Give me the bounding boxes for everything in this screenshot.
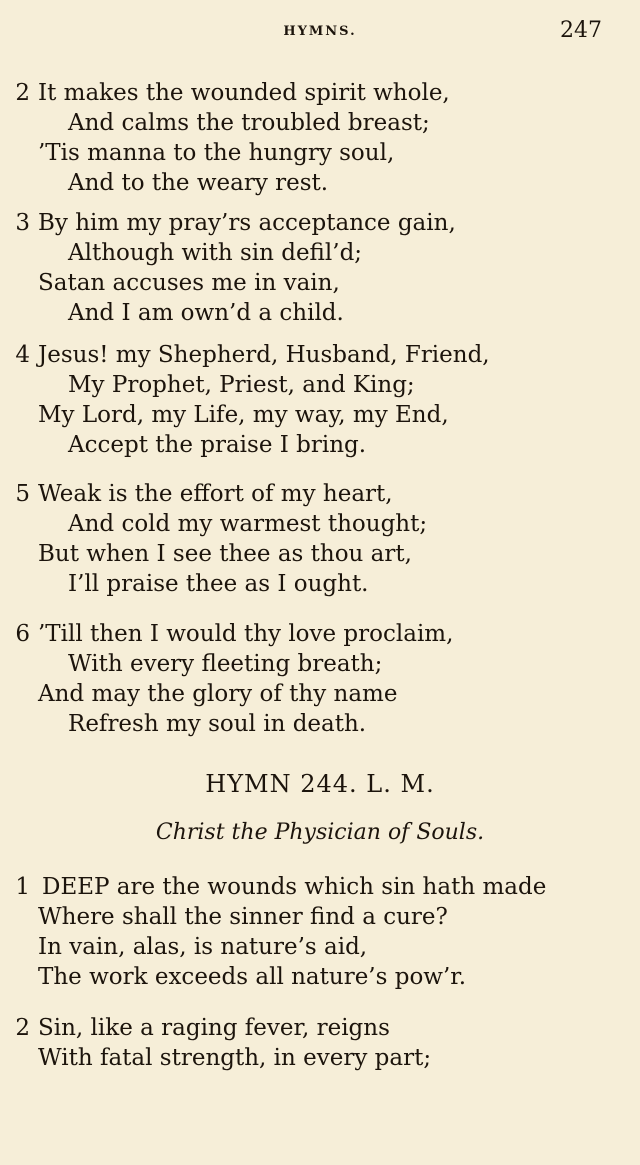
verse-line <box>0 370 640 400</box>
verse-text: DEEP are the wounds which sin hath made <box>42 874 547 900</box>
verse-line <box>0 902 640 932</box>
verse-line <box>0 569 640 599</box>
stanza-number: 2 <box>15 1015 30 1041</box>
verse-text: Satan accuses me in vain, <box>38 270 340 296</box>
verse-text: ’Till then I would thy love proclaim, <box>38 621 454 647</box>
stanza-1 <box>0 872 640 992</box>
verse-line <box>0 649 640 679</box>
stanza-4 <box>0 340 640 460</box>
verse-text: By him my pray’rs acceptance gain, <box>38 210 456 236</box>
verse-line <box>0 1013 640 1043</box>
verse-line <box>0 340 640 370</box>
verse-line <box>0 138 640 168</box>
stanza-number: 6 <box>15 621 30 647</box>
verse-text: With fatal strength, in every part; <box>38 1045 432 1071</box>
verse-text: ’Tis manna to the hungry soul, <box>38 140 395 166</box>
verse-line <box>0 208 640 238</box>
verse-line <box>0 479 640 509</box>
verse-line <box>0 932 640 962</box>
verse-text: Jesus! my Shepherd, Husband, Friend, <box>38 342 490 368</box>
verse-text: Refresh my soul in death. <box>68 711 367 737</box>
stanza-5 <box>0 479 640 599</box>
verse-text: And calms the troubled breast; <box>68 110 430 136</box>
verse-text: And to the weary rest. <box>68 170 329 196</box>
verse-text: My Prophet, Priest, and King; <box>68 372 415 398</box>
verse-text: The work exceeds all nature’s pow’r. <box>38 964 467 990</box>
verse-text: And may the glory of thy name <box>38 681 398 707</box>
verse-text: Sin, like a raging fever, reigns <box>38 1015 390 1041</box>
verse-text: I’ll praise thee as I ought. <box>68 571 369 597</box>
verse-line <box>0 238 640 268</box>
stanza-2 <box>0 78 640 198</box>
verse-line <box>0 108 640 138</box>
verse-line <box>0 619 640 649</box>
verse-line <box>0 78 640 108</box>
verse-text: Where shall the sinner find a cure? <box>38 904 448 930</box>
verse-line <box>0 709 640 739</box>
stanza-number: 5 <box>15 481 30 507</box>
verse-line <box>0 168 640 198</box>
verse-text: It makes the wounded spirit whole, <box>38 80 450 106</box>
stanza-number: 1 <box>15 874 30 900</box>
stanza-2b <box>0 1013 640 1073</box>
stanza-6 <box>0 619 640 739</box>
stanza-3 <box>0 208 640 328</box>
verse-line <box>0 298 640 328</box>
verse-line <box>0 872 640 902</box>
verse-line <box>0 539 640 569</box>
verse-line <box>0 962 640 992</box>
verse-line <box>0 400 640 430</box>
verse-text: Weak is the effort of my heart, <box>38 481 393 507</box>
running-title: HYMNS. <box>283 24 357 39</box>
hymn-heading: HYMN 244. L. M. <box>205 770 435 798</box>
verse-line <box>0 509 640 539</box>
hymn-subtitle: Christ the Physician of Souls. <box>155 820 485 845</box>
verse-text: In vain, alas, is nature’s aid, <box>38 934 368 960</box>
verse-text: But when I see thee as thou art, <box>38 541 412 567</box>
verse-line <box>0 268 640 298</box>
verse-text: And cold my warmest thought; <box>68 511 428 537</box>
verse-line <box>0 430 640 460</box>
stanza-number: 2 <box>15 80 30 106</box>
running-head <box>0 18 640 46</box>
verse-text: And I am own’d a child. <box>68 300 344 326</box>
verse-text: With every fleeting breath; <box>68 651 383 677</box>
page-number: 247 <box>560 18 602 43</box>
verse-text: Although with sin defil’d; <box>68 240 363 266</box>
verse-line <box>0 1043 640 1073</box>
stanza-number: 4 <box>15 342 30 368</box>
verse-text: Accept the praise I bring. <box>68 432 367 458</box>
verse-text: My Lord, my Life, my way, my End, <box>38 402 449 428</box>
stanza-number: 3 <box>15 210 30 236</box>
verse-line <box>0 679 640 709</box>
